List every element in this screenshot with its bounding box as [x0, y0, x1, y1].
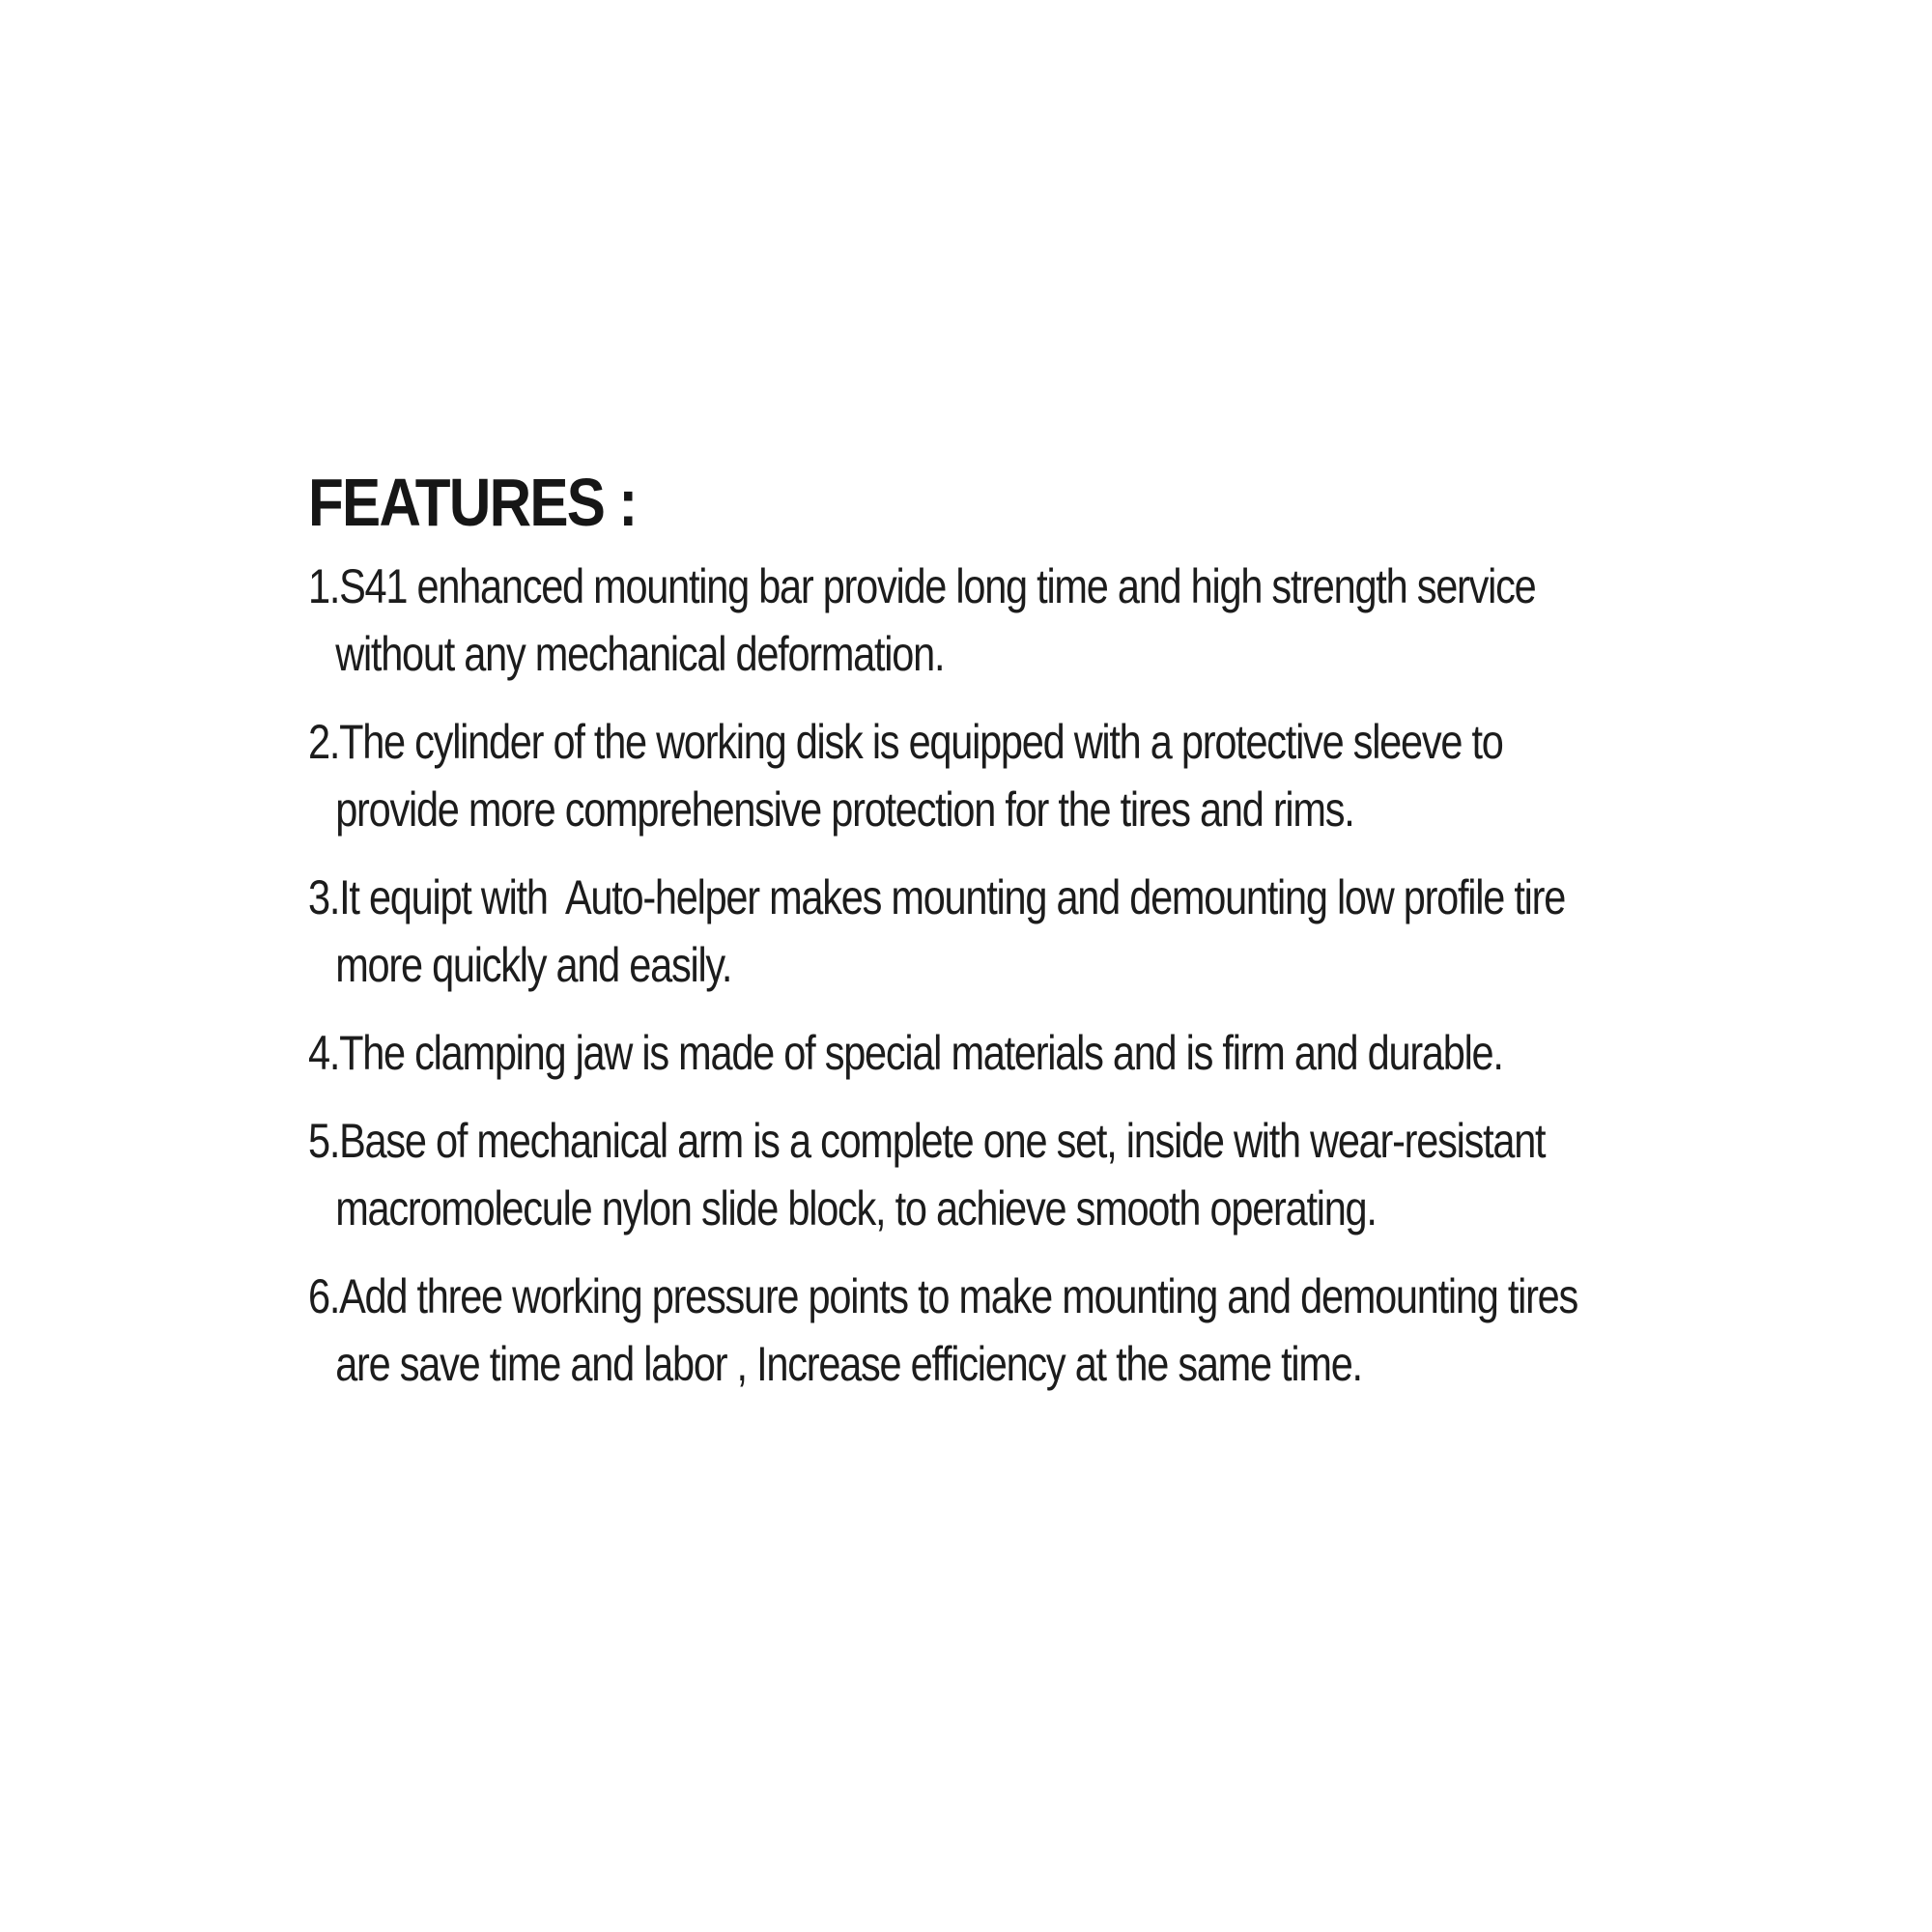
- feature-item-6: [308, 1263, 1578, 1398]
- feature-line: 3.It equipt with Auto-helper makes mounting and demounting low profile tire: [308, 870, 1566, 924]
- feature-line-continued: provide more comprehensive protection for the tires and rims.: [335, 782, 1354, 837]
- feature-line: 4.The clamping jaw is made of special materials and is firm and durable.: [308, 1026, 1503, 1080]
- feature-line: 6.Add three working pressure points to make mounting and demounting tires: [308, 1269, 1578, 1323]
- feature-item-4: [308, 1019, 1503, 1087]
- features-section: [308, 462, 1680, 1418]
- feature-line-continued: without any mechanical deformation.: [335, 627, 945, 681]
- feature-line: 2.The cylinder of the working disk is equipped with a protective sleeve to: [308, 715, 1503, 769]
- feature-line: 1.S41 enhanced mounting bar provide long time and high strength service: [308, 559, 1536, 613]
- feature-item-2: [308, 708, 1503, 843]
- features-heading: FEATURES :: [308, 465, 637, 540]
- feature-line-continued: more quickly and easily.: [335, 938, 732, 992]
- feature-line-continued: macromolecule nylon slide block, to achieve smooth operating.: [335, 1181, 1377, 1236]
- feature-item-3: [308, 864, 1566, 999]
- feature-item-5: [308, 1107, 1546, 1242]
- feature-item-1: [308, 553, 1536, 688]
- feature-line: 5.Base of mechanical arm is a complete one set, inside with wear-resistant: [308, 1114, 1546, 1168]
- feature-list: [308, 553, 1680, 1398]
- feature-line-continued: are save time and labor , Increase efficiency at the same time.: [335, 1337, 1362, 1391]
